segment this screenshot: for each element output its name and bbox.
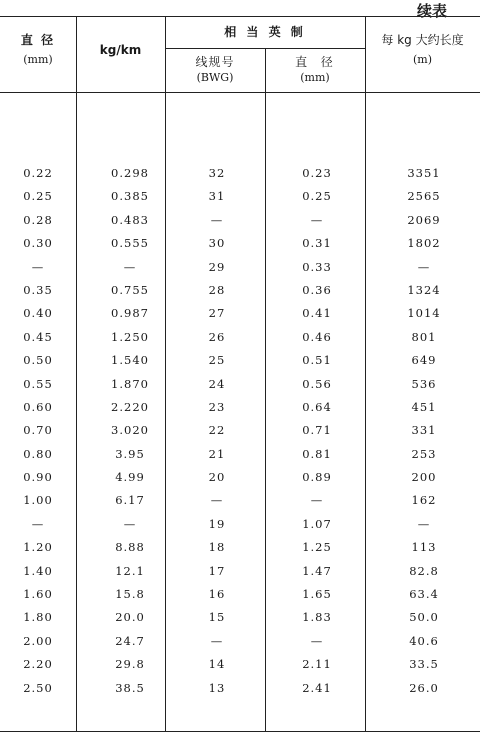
gauge-cell: 26 xyxy=(208,329,226,344)
diameter-cell: 1.00 xyxy=(23,493,53,508)
gauge-cell: 17 xyxy=(208,563,226,578)
header-gauge xyxy=(165,54,265,86)
table-top-rule xyxy=(0,16,480,17)
length-cell: 801 xyxy=(411,329,437,344)
weight-cell: — xyxy=(123,516,137,531)
gauge-cell: 19 xyxy=(208,516,226,531)
gauge-cell: 14 xyxy=(208,657,226,672)
header-length-unit: (m) xyxy=(412,53,432,66)
table-row xyxy=(0,232,480,255)
weight-cell: 6.17 xyxy=(115,493,145,508)
eq-diameter-cell: — xyxy=(310,633,324,648)
weight-cell: 15.8 xyxy=(115,587,145,602)
length-cell: — xyxy=(417,259,431,274)
gauge-cell: 23 xyxy=(208,399,226,414)
gauge-cell: — xyxy=(210,493,224,508)
length-cell: 40.6 xyxy=(409,633,439,648)
table-body xyxy=(0,162,480,700)
header-bottom-rule xyxy=(0,92,480,93)
weight-cell: 3.020 xyxy=(111,423,149,438)
eq-diameter-cell: 0.46 xyxy=(302,329,332,344)
continued-table-label: 续表 xyxy=(417,2,448,20)
diameter-cell: 1.60 xyxy=(23,587,53,602)
table-row xyxy=(0,489,480,512)
length-cell: 113 xyxy=(411,540,437,555)
eq-diameter-cell: 1.25 xyxy=(302,540,332,555)
gauge-cell: 22 xyxy=(208,423,226,438)
eq-diameter-cell: 0.23 xyxy=(302,166,332,180)
diameter-cell: 0.25 xyxy=(23,189,53,204)
eq-diameter-cell: 1.47 xyxy=(302,563,332,578)
diameter-cell: 1.80 xyxy=(23,610,53,625)
header-length xyxy=(365,32,480,68)
eq-diameter-cell: 0.33 xyxy=(302,259,332,274)
length-cell: 451 xyxy=(411,399,437,414)
table-row xyxy=(0,349,480,372)
eq-diameter-cell: 2.41 xyxy=(302,680,332,695)
diameter-cell: 1.40 xyxy=(23,563,53,578)
weight-cell: 1.540 xyxy=(111,353,149,368)
weight-cell: 24.7 xyxy=(115,633,145,648)
gauge-cell: 15 xyxy=(208,610,226,625)
eq-diameter-cell: 0.41 xyxy=(302,306,332,321)
length-cell: 26.0 xyxy=(409,680,439,695)
header-weight-unit: kg/km xyxy=(99,43,142,57)
table-row xyxy=(0,209,480,232)
weight-cell: 1.250 xyxy=(111,329,149,344)
diameter-cell: 0.90 xyxy=(23,470,53,485)
gauge-cell: 32 xyxy=(208,166,226,180)
eq-diameter-cell: 0.89 xyxy=(302,470,332,485)
length-cell: 649 xyxy=(411,353,437,368)
weight-cell: — xyxy=(123,259,137,274)
weight-cell: 0.298 xyxy=(111,166,149,180)
diameter-cell: 0.35 xyxy=(23,282,53,297)
gauge-cell: — xyxy=(210,633,224,648)
length-cell: 1014 xyxy=(407,306,441,321)
length-cell: 253 xyxy=(411,446,437,461)
gauge-cell: 18 xyxy=(208,540,226,555)
table-row xyxy=(0,373,480,396)
diameter-cell: 0.22 xyxy=(23,166,53,180)
weight-cell: 0.385 xyxy=(111,189,149,204)
header-eq-diameter xyxy=(265,54,365,86)
eq-diameter-cell: 0.36 xyxy=(302,282,332,297)
weight-cell: 0.755 xyxy=(111,282,149,297)
length-cell: — xyxy=(417,516,431,531)
length-cell: 50.0 xyxy=(409,610,439,625)
eq-diameter-cell: 0.64 xyxy=(302,399,332,414)
weight-cell: 1.870 xyxy=(111,376,149,391)
diameter-cell: 2.50 xyxy=(23,680,53,695)
length-cell: 331 xyxy=(411,423,437,438)
eq-diameter-cell: 1.83 xyxy=(302,610,332,625)
gauge-cell: 28 xyxy=(208,282,226,297)
diameter-cell: 0.45 xyxy=(23,329,53,344)
table-row xyxy=(0,326,480,349)
diameter-cell: 0.50 xyxy=(23,353,53,368)
length-cell: 1324 xyxy=(407,282,441,297)
weight-cell: 12.1 xyxy=(115,563,145,578)
table-row xyxy=(0,256,480,279)
gauge-cell: 13 xyxy=(208,680,226,695)
gauge-cell: 29 xyxy=(208,259,226,274)
diameter-cell: — xyxy=(31,259,45,274)
table-row xyxy=(0,162,480,185)
eq-diameter-cell: 0.81 xyxy=(302,446,332,461)
header-eq-diameter-unit: (mm) xyxy=(300,71,330,84)
eq-diameter-cell: — xyxy=(310,493,324,508)
eq-diameter-cell: 1.07 xyxy=(302,516,332,531)
length-cell: 2565 xyxy=(407,189,441,204)
gauge-cell: 16 xyxy=(208,587,226,602)
header-diameter xyxy=(0,32,76,68)
header-gauge-unit: (BWG) xyxy=(196,71,234,84)
diameter-cell: 0.55 xyxy=(23,376,53,391)
weight-cell: 38.5 xyxy=(115,680,145,695)
length-cell: 162 xyxy=(411,493,437,508)
weight-cell: 4.99 xyxy=(115,470,145,485)
gauge-cell: 30 xyxy=(208,236,226,251)
diameter-cell: 0.60 xyxy=(23,399,53,414)
weight-cell: 0.555 xyxy=(111,236,149,251)
table-row xyxy=(0,513,480,536)
table-row xyxy=(0,677,480,700)
eq-diameter-cell: — xyxy=(310,212,324,227)
weight-cell: 3.95 xyxy=(115,446,145,461)
length-cell: 200 xyxy=(411,470,437,485)
diameter-cell: 2.20 xyxy=(23,657,53,672)
weight-cell: 2.220 xyxy=(111,399,149,414)
length-cell: 82.8 xyxy=(409,563,439,578)
diameter-cell: 0.30 xyxy=(23,236,53,251)
eq-diameter-cell: 0.51 xyxy=(302,353,332,368)
weight-cell: 20.0 xyxy=(115,610,145,625)
header-diameter-label: 直 径 xyxy=(20,33,56,47)
header-eq-diameter-label: 直 径 xyxy=(295,55,335,69)
table-row xyxy=(0,396,480,419)
length-cell: 2069 xyxy=(407,212,441,227)
table-row xyxy=(0,302,480,325)
header-weight xyxy=(76,42,165,58)
diameter-cell: 1.20 xyxy=(23,540,53,555)
gauge-cell: 31 xyxy=(208,189,226,204)
eq-diameter-cell: 0.31 xyxy=(302,236,332,251)
eq-diameter-cell: 0.71 xyxy=(302,423,332,438)
table-row xyxy=(0,630,480,653)
length-cell: 33.5 xyxy=(409,657,439,672)
diameter-cell: 0.70 xyxy=(23,423,53,438)
header-equivalent-label: 相 当 英 制 xyxy=(224,25,306,39)
eq-diameter-cell: 0.56 xyxy=(302,376,332,391)
eq-diameter-cell: 0.25 xyxy=(302,189,332,204)
table-row xyxy=(0,443,480,466)
eq-diameter-cell: 1.65 xyxy=(302,587,332,602)
gauge-cell: 27 xyxy=(208,306,226,321)
table-row xyxy=(0,466,480,489)
table-row xyxy=(0,279,480,302)
diameter-cell: 0.40 xyxy=(23,306,53,321)
gauge-cell: 25 xyxy=(208,353,226,368)
diameter-cell: 0.80 xyxy=(23,446,53,461)
diameter-cell: 2.00 xyxy=(23,633,53,648)
diameter-cell: — xyxy=(31,516,45,531)
diameter-cell: 0.28 xyxy=(23,212,53,227)
eq-diameter-cell: 2.11 xyxy=(302,657,332,672)
weight-cell: 0.483 xyxy=(111,212,149,227)
header-diameter-unit: (mm) xyxy=(23,53,53,66)
table-row xyxy=(0,653,480,676)
header-gauge-label: 线规号 xyxy=(195,55,235,69)
length-cell: 536 xyxy=(411,376,437,391)
length-cell: 3351 xyxy=(407,166,441,180)
weight-cell: 8.88 xyxy=(115,540,145,555)
length-cell: 1802 xyxy=(407,236,441,251)
weight-cell: 0.987 xyxy=(111,306,149,321)
weight-cell: 29.8 xyxy=(115,657,145,672)
table-bottom-rule xyxy=(0,731,480,732)
wire-gauge-table xyxy=(0,16,480,733)
table-row xyxy=(0,606,480,629)
gauge-cell: 24 xyxy=(208,376,226,391)
table-row xyxy=(0,536,480,559)
table-row xyxy=(0,185,480,208)
gauge-cell: 20 xyxy=(208,470,226,485)
table-row xyxy=(0,560,480,583)
gauge-cell: 21 xyxy=(208,446,226,461)
table-row xyxy=(0,583,480,606)
header-equivalent-group xyxy=(165,24,365,40)
length-cell: 63.4 xyxy=(409,587,439,602)
gauge-cell: — xyxy=(210,212,224,227)
table-row xyxy=(0,419,480,442)
header-length-label: 每 kg 大约长度 xyxy=(381,33,464,47)
